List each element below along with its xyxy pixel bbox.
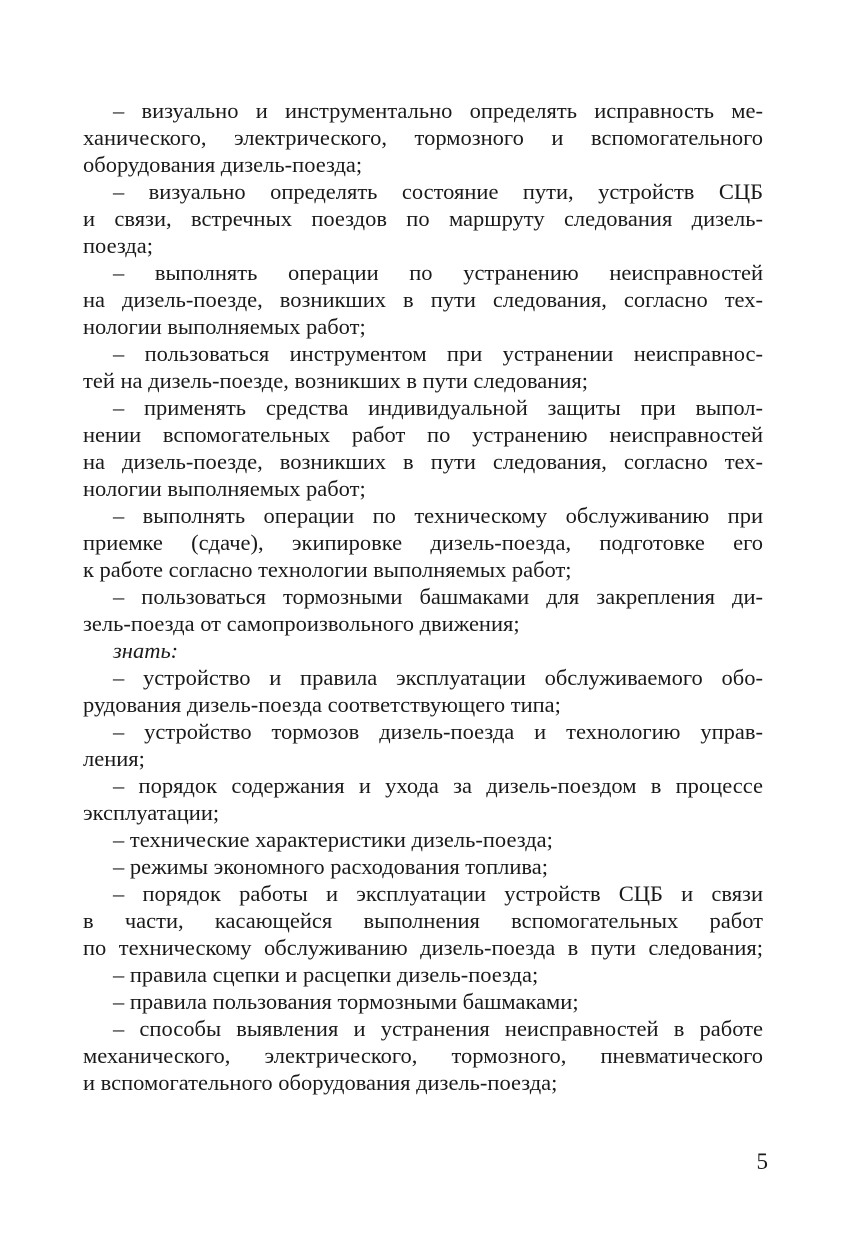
text-line: ханического, электрического, тормозного и вспомогательного — [83, 125, 763, 150]
text-line: – визуально и инструментально определять исправность ме- — [113, 98, 763, 123]
text-line: – пользоваться тормозными башмаками для закрепления ди- — [113, 584, 763, 609]
text-line: эксплуатации; — [83, 800, 220, 825]
text-line: на дизель-поезде, возникших в пути следования, согласно тех- — [83, 287, 763, 312]
text-line: к работе согласно технологии выполняемых работ; — [83, 557, 572, 582]
text-line: ления; — [83, 746, 145, 771]
text-line: – правила сцепки и расцепки дизель-поезда; — [113, 962, 539, 987]
text-line: – применять средства индивидуальной защиты при выпол- — [113, 395, 763, 420]
text-line: – устройство тормозов дизель-поезда и технологию управ- — [113, 719, 763, 744]
text-line: – выполнять операции по техническому обслуживанию при — [113, 503, 763, 528]
text-line: приемке (сдаче), экипировке дизель-поезда, подготовке его — [83, 530, 763, 555]
text-line: и связи, встречных поездов по маршруту следования дизель- — [83, 206, 763, 231]
text-line: – способы выявления и устранения неисправностей в работе — [113, 1016, 763, 1041]
text-line: и вспомогательного оборудования дизель-поезда; — [83, 1070, 558, 1095]
text-line: зель-поезда от самопроизвольного движения; — [83, 611, 520, 636]
text-line: на дизель-поезде, возникших в пути следования, согласно тех- — [83, 449, 763, 474]
page-number: 5 — [756, 1149, 768, 1174]
text-line: – правила пользования тормозными башмаками; — [113, 989, 579, 1014]
text-line: нологии выполняемых работ; — [83, 314, 366, 339]
text-line: – режимы экономного расходования топлива; — [113, 854, 548, 879]
section-label: знать: — [113, 638, 179, 663]
text-line: – порядок содержания и ухода за дизель-поездом в процессе — [113, 773, 763, 798]
text-line: тей на дизель-поезде, возникших в пути следования; — [83, 368, 588, 393]
text-line: – выполнять операции по устранению неисправностей — [113, 260, 763, 285]
text-line: нении вспомогательных работ по устранению неисправностей — [83, 422, 763, 447]
text-line: – технические характеристики дизель-поезда; — [113, 827, 553, 852]
text-line: оборудования дизель-поезда; — [83, 152, 363, 177]
text-line: поезда; — [83, 233, 153, 258]
text-line: рудования дизель-поезда соответствующего типа; — [83, 692, 561, 717]
text-line: механического, электрического, тормозного, пневматического — [83, 1043, 763, 1068]
text-line: – порядок работы и эксплуатации устройств СЦБ и связи — [113, 881, 763, 906]
text-line: – визуально определять состояние пути, устройств СЦБ — [113, 179, 763, 204]
text-line: – пользоваться инструментом при устранении неисправнос- — [113, 341, 763, 366]
text-line: в части, касающейся выполнения вспомогательных работ — [83, 908, 763, 933]
text-line: нологии выполняемых работ; — [83, 476, 366, 501]
text-line: – устройство и правила эксплуатации обслуживаемого обо- — [113, 665, 763, 690]
text-line: по техническому обслуживанию дизель-поезда в пути следования; — [83, 935, 763, 960]
